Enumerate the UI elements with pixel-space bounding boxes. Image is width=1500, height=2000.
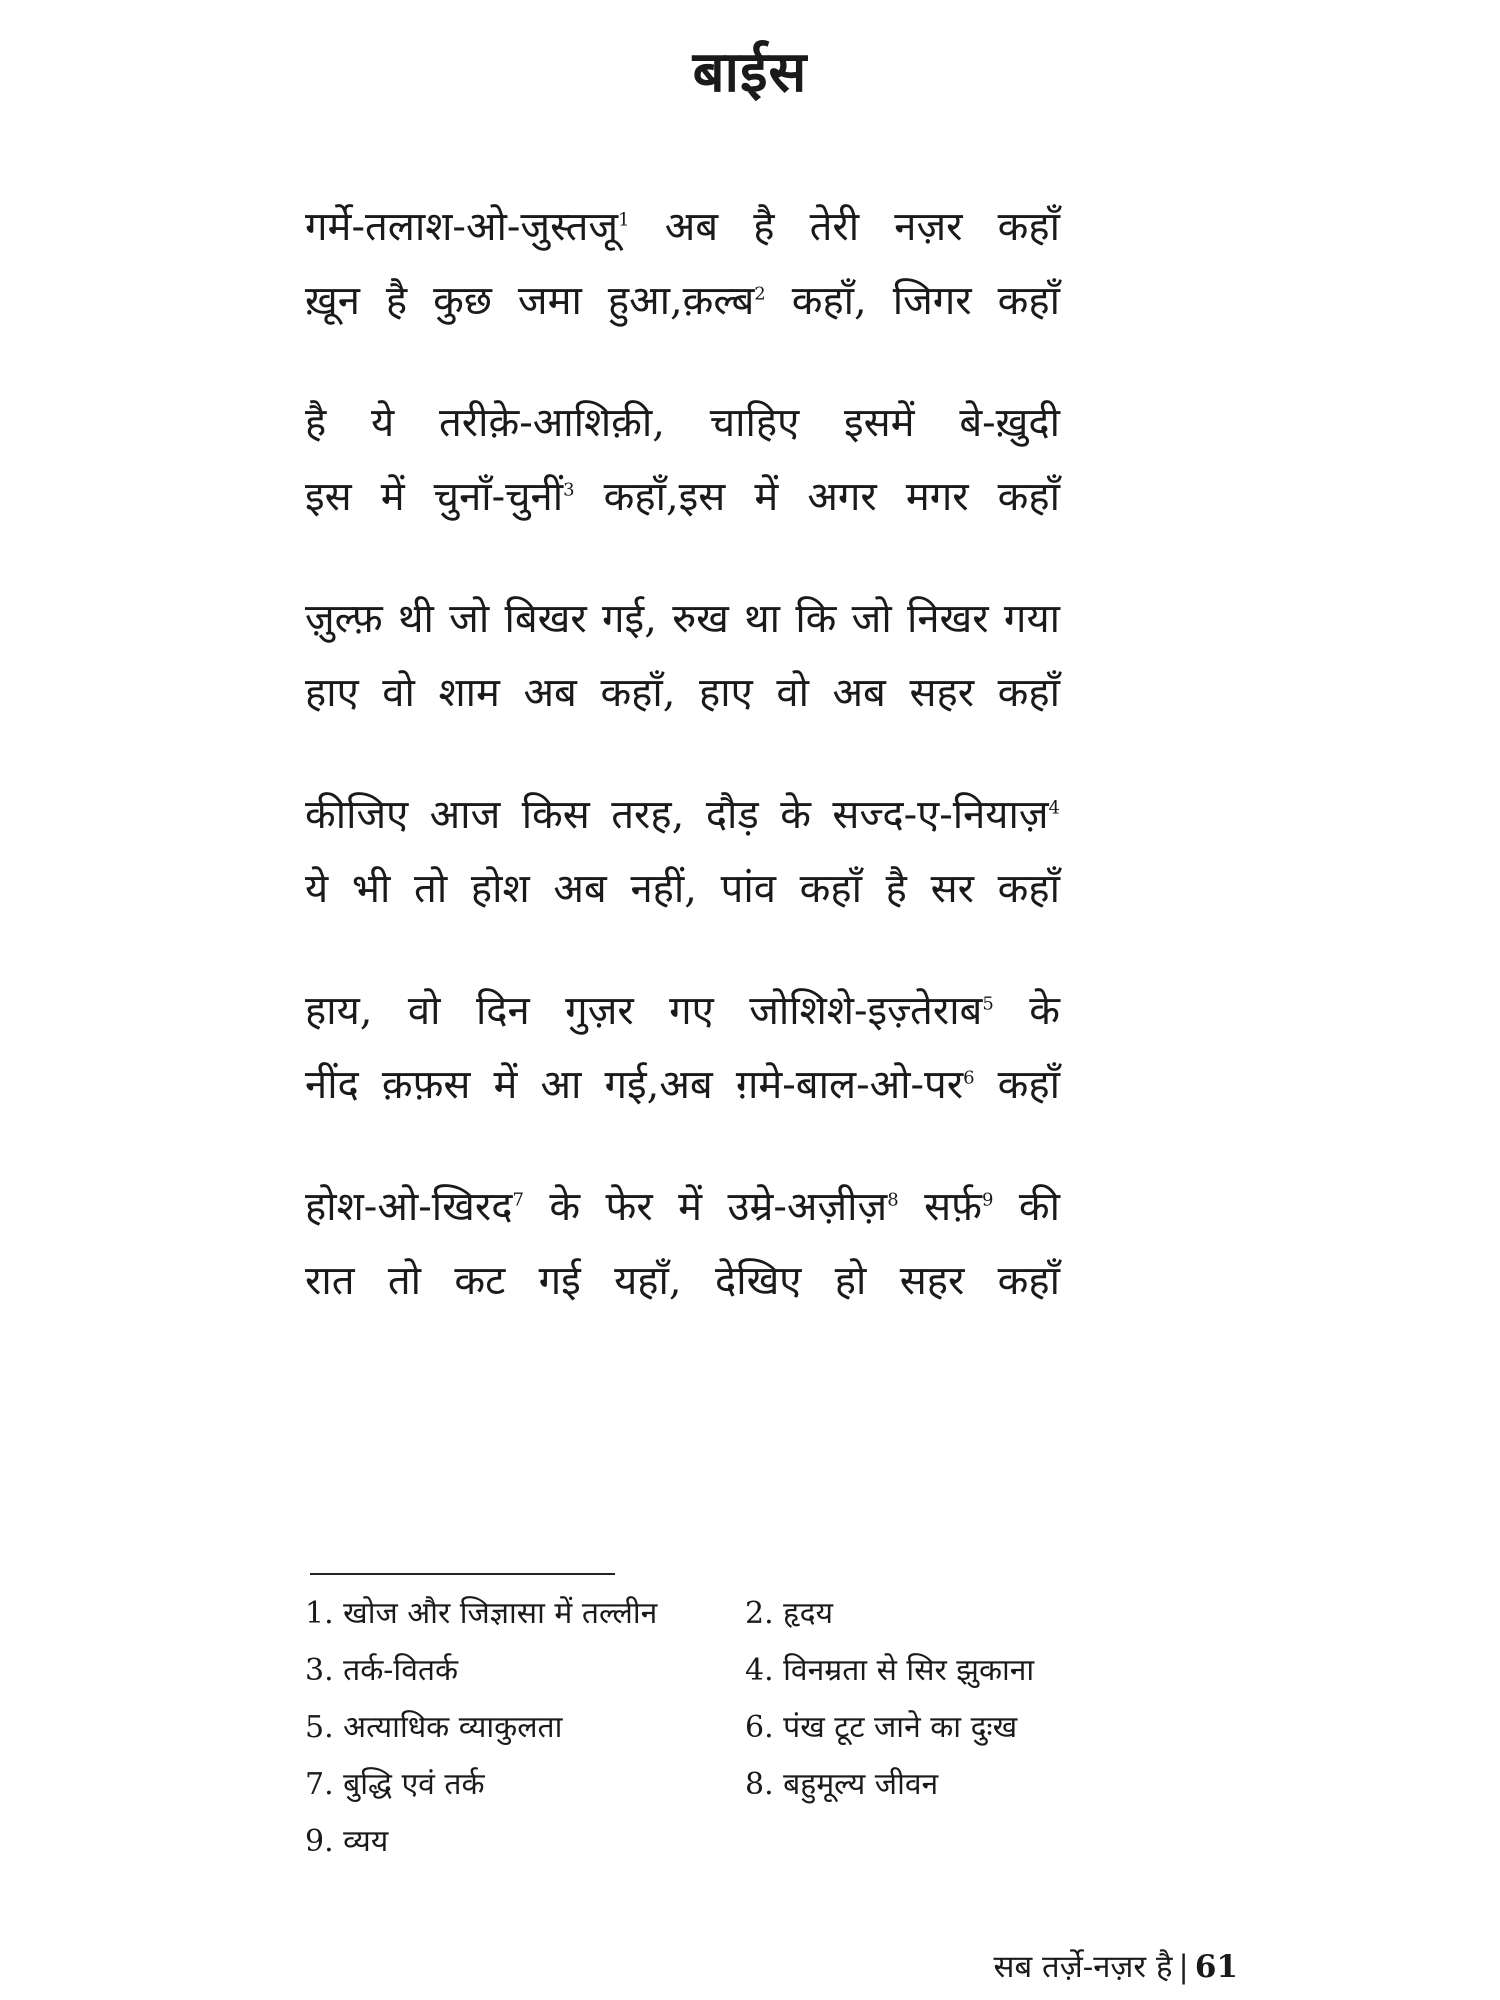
footnote-marker: 8 (887, 1189, 899, 1211)
page-title: बाईस (692, 39, 808, 105)
poem-line: रात तो कट गई यहाँ, देखिए हो सहर कहाँ (305, 1258, 1061, 1304)
footnote-item: 9. व्यय (305, 1824, 389, 1859)
footnote-marker: 1 (618, 209, 630, 231)
footer-separator: | (1178, 1949, 1189, 1985)
stanza (305, 386, 1060, 534)
poem-line: ये भी तो होश अब नहीं, पांव कहाँ है सर कहाँ (305, 866, 1060, 912)
footnote-marker: 2 (754, 283, 766, 305)
footnote-marker: 7 (512, 1189, 524, 1211)
book-title: सब तर्ज़े-नज़र है (993, 1949, 1173, 1985)
poem-line: हाय, वो दिन गुज़र गए जोशिशे-इज़्तेराब$^5$ के (305, 988, 1060, 1034)
stanza (305, 974, 1060, 1122)
footnote-item: 8. बहुमूल्य जीवन (745, 1767, 939, 1802)
footnote-item: 2. हृदय (745, 1596, 833, 1631)
footnote-item: 1. खोज और जिज्ञासा में तल्लीन (305, 1596, 658, 1631)
page-number: 61 (1194, 1949, 1238, 1985)
footnote-marker: 5 (982, 993, 994, 1015)
poem-line: गर्मे-तलाश-ओ-जुस्तजू$^1$ अब है तेरी नज़र कहाँ (305, 204, 1060, 250)
stanza (305, 1170, 1060, 1318)
footnote-marker: 4 (1048, 797, 1060, 819)
footnote-item: 3. तर्क-वितर्क (305, 1653, 459, 1688)
footnote-divider (310, 1573, 615, 1575)
poem-line: ख़ून है कुछ जमा हुआ,क़ल्ब$^2$ कहाँ, जिगर कहाँ (305, 278, 1060, 324)
poem (305, 190, 1060, 1366)
footnote-item: 6. पंख टूट जाने का दुःख (745, 1710, 1018, 1745)
poem-line: हाए वो शाम अब कहाँ, हाए वो अब सहर कहाँ (305, 670, 1060, 716)
stanza (305, 778, 1060, 926)
footnote-marker: 6 (963, 1067, 975, 1089)
poem-line: कीजिए आज किस तरह, दौड़ के सज्द-ए-नियाज़$^4$ (305, 792, 1060, 838)
page-footer (994, 1945, 1238, 1987)
footnotes (305, 1585, 1105, 1870)
poem-line: इस में चुनाँ-चुनीं$^3$ कहाँ,इस में अगर मगर कहाँ (305, 474, 1060, 520)
footnote-item: 5. अत्याधिक व्याकुलता (305, 1710, 563, 1745)
footnote-item: 4. विनम्रता से सिर झुकाना (745, 1653, 1035, 1688)
poem-line: होश-ओ-खिरद$^7$ के फेर में उम्रे-अज़ीज़$^8$ सर्फ़$^9$ की (305, 1184, 1060, 1230)
footnote-marker: 9 (982, 1189, 994, 1211)
footnote-marker: 3 (563, 479, 575, 501)
stanza (305, 582, 1060, 730)
poem-line: नींद क़फ़स में आ गई,अब ग़मे-बाल-ओ-पर$^6$ कहाँ (305, 1062, 1060, 1108)
stanza (305, 190, 1060, 338)
footnote-item: 7. बुद्धि एवं तर्क (305, 1767, 485, 1802)
poem-line: ज़ुल्फ़ थी जो बिखर गई, रुख था कि जो निखर गया (305, 596, 1060, 642)
poem-line: है ये तरीक़े-आशिक़ी, चाहिए इसमें बे-ख़ुदी (305, 400, 1060, 446)
